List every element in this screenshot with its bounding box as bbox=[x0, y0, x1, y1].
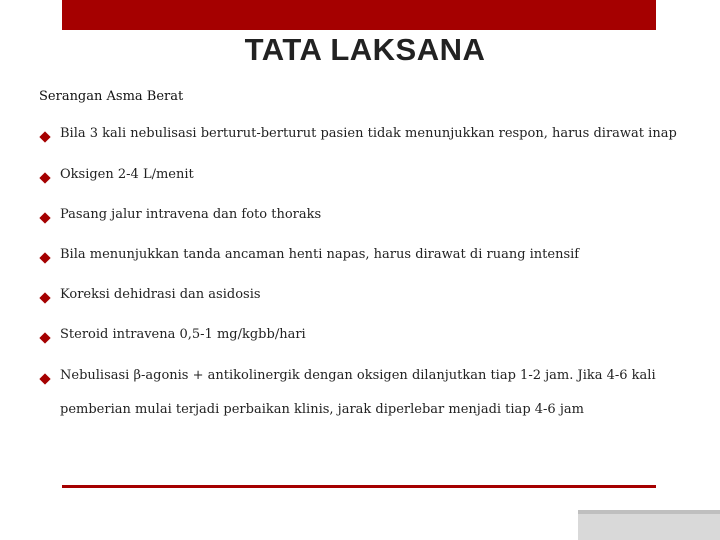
bullet-text: Oksigen 2-4 L/menit bbox=[60, 167, 194, 182]
bullet-text: Pasang jalur intravena dan foto thoraks bbox=[60, 207, 322, 222]
bottom-accent-line bbox=[62, 485, 656, 488]
bullet-text: Koreksi dehidrasi dan asidosis bbox=[60, 287, 261, 302]
diamond-bullet-icon bbox=[39, 131, 50, 142]
diamond-bullet-icon bbox=[39, 252, 50, 263]
bullet-text: Nebulisasi β-agonis + antikolinergik dengan oksigen dilanjutkan tiap 1-2 jam. Jika 4-6 kali pemberian mulai terjadi perbaikan klinis, jarak diperlebar menjadi tiap 4-6 jam bbox=[60, 368, 656, 417]
bullet-text: Bila menunjukkan tanda ancaman henti napas, harus dirawat di ruang intensif bbox=[60, 247, 580, 262]
bullet-item bbox=[40, 370, 680, 427]
slide-title: TATA LAKSANA bbox=[244, 32, 486, 67]
bullet-item bbox=[40, 329, 306, 352]
diamond-bullet-icon bbox=[39, 332, 50, 343]
bullet-item bbox=[40, 249, 579, 272]
top-accent-bar bbox=[62, 0, 656, 30]
corner-decoration bbox=[578, 510, 720, 540]
bullet-item bbox=[40, 289, 261, 312]
diamond-bullet-icon bbox=[39, 212, 50, 223]
bullet-item bbox=[40, 128, 677, 151]
bullet-item bbox=[40, 209, 321, 232]
diamond-bullet-icon bbox=[39, 172, 50, 183]
bullet-item bbox=[40, 169, 194, 192]
section-subtitle: Serangan Asma Berat bbox=[39, 89, 184, 104]
diamond-bullet-icon bbox=[39, 373, 50, 384]
bullet-text: Steroid intravena 0,5-1 mg/kgbb/hari bbox=[60, 327, 306, 342]
corner-decoration-edge bbox=[578, 510, 720, 514]
bullet-text: Bila 3 kali nebulisasi berturut-berturut pasien tidak menunjukkan respon, harus dirawat inap bbox=[60, 126, 677, 141]
diamond-bullet-icon bbox=[39, 292, 50, 303]
